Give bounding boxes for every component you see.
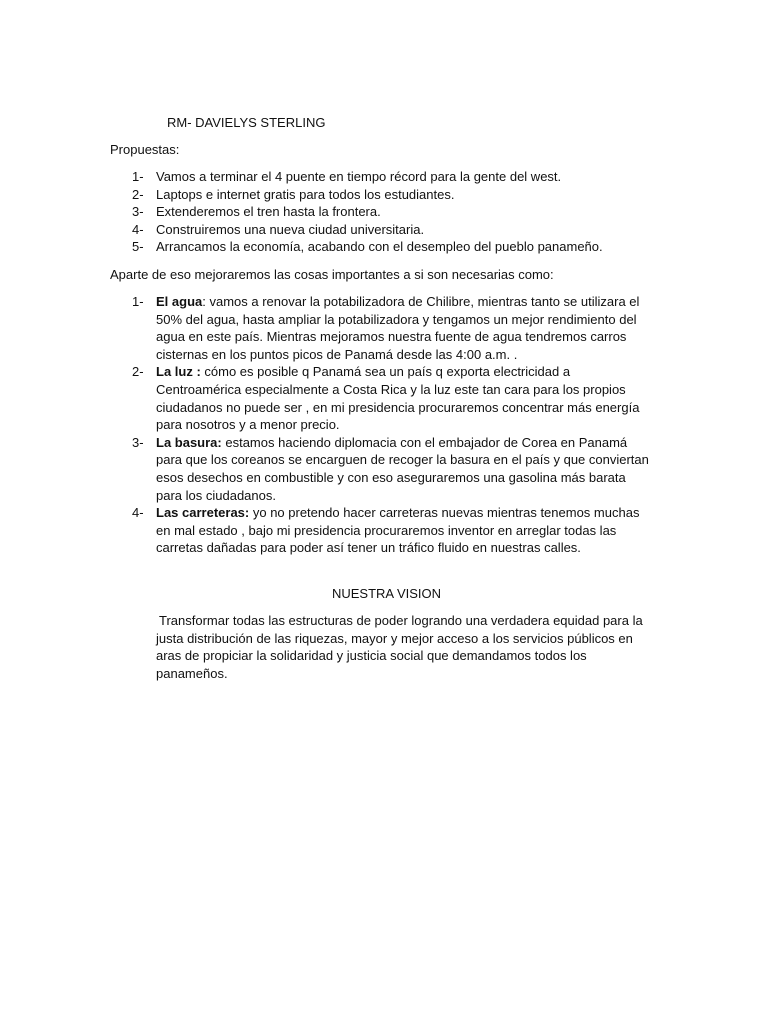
list-number: 3- [132, 204, 144, 220]
list-item [110, 504, 655, 557]
list-item-text: Laptops e internet gratis para todos los estudiantes. [156, 186, 455, 202]
topic-separator: : [202, 294, 206, 309]
list-item-text: estamos haciendo diplomacia con el embajador de Corea en Panamá para que los coreanos se encarguen de recoger la basura en el país y que conviertan esos desechos en combustible y con eso aseguraremos una gasolina más barata para los ciudadanos. [156, 434, 649, 503]
list-item-text: Vamos a terminar el 4 puente en tiempo récord para la gente del west. [156, 169, 562, 184]
list-number: 4- [132, 221, 144, 237]
topic-separator: : [192, 364, 201, 380]
list-number: 1- [132, 169, 144, 184]
document-title: RM- DAVIELYS STERLING [167, 115, 326, 130]
list-number: 2- [132, 364, 144, 380]
list-item [110, 203, 655, 221]
list-item-text: Extenderemos el tren hasta la frontera. [156, 204, 381, 220]
topics-list [110, 293, 655, 557]
topic-label: La luz [156, 364, 193, 380]
topic-label: La basura: [156, 434, 222, 450]
list-item [110, 186, 655, 204]
list-item [110, 221, 655, 239]
list-item [110, 168, 655, 186]
proposals-list [110, 168, 655, 256]
list-item [110, 293, 655, 363]
list-item [110, 238, 655, 256]
topic-label: El agua [156, 294, 203, 309]
vision-heading: NUESTRA VISION [331, 586, 442, 601]
topic-label: Las carreteras: [156, 505, 250, 521]
list-item-text: vamos a renovar la potabilizadora de Chilibre, mientras tanto se utilizara el 50% del agua, hasta ampliar la potabilizadora y tengamos un mejor rendimiento del agua en este país. Mientras mejoramos nuestra fuente de agua tendremos carros cisternas en los puntos picos de Panamá desde las 4:00 a.m. . [156, 294, 640, 362]
proposals-heading: Propuestas: [110, 142, 180, 157]
list-item-text: Arrancamos la economía, acabando con el desempleo del pueblo panameño. [156, 239, 603, 255]
list-item-text: cómo es posible q Panamá sea un país q exporta electricidad a Centroamérica especialmente a Costa Rica y la luz este tan cara para los propios ciudadanos no puede ser , en mi presidencia procuraremos concentrar más energía para nosotros y a menor precio. [156, 364, 640, 433]
list-item-text: Construiremos una nueva ciudad universitaria. [156, 221, 425, 237]
list-number: 2- [132, 186, 144, 202]
list-item [110, 363, 655, 433]
list-item-text: yo no pretendo hacer carreteras nuevas mientras tenemos muchas en mal estado , bajo mi presidencia procuraremos inventor en arreglar todas las carretas dañadas para poder así tener un tráfico fluido en nuestras calles. [156, 505, 640, 556]
list-number: 5- [132, 239, 144, 255]
list-number: 3- [132, 434, 144, 450]
topics-heading: Aparte de eso mejoraremos las cosas importantes a si son necesarias como: [110, 267, 554, 282]
list-number: 4- [132, 505, 144, 521]
list-number: 1- [132, 294, 144, 309]
list-item [110, 434, 655, 504]
vision-paragraph: Transformar todas las estructuras de poder logrando una verdadera equidad para la justa distribución de las riquezas, mayor y mejor acceso a los servicios públicos en aras de propiciar la solidaridad y justicia social que demandamos todos los panameños. [156, 613, 643, 681]
